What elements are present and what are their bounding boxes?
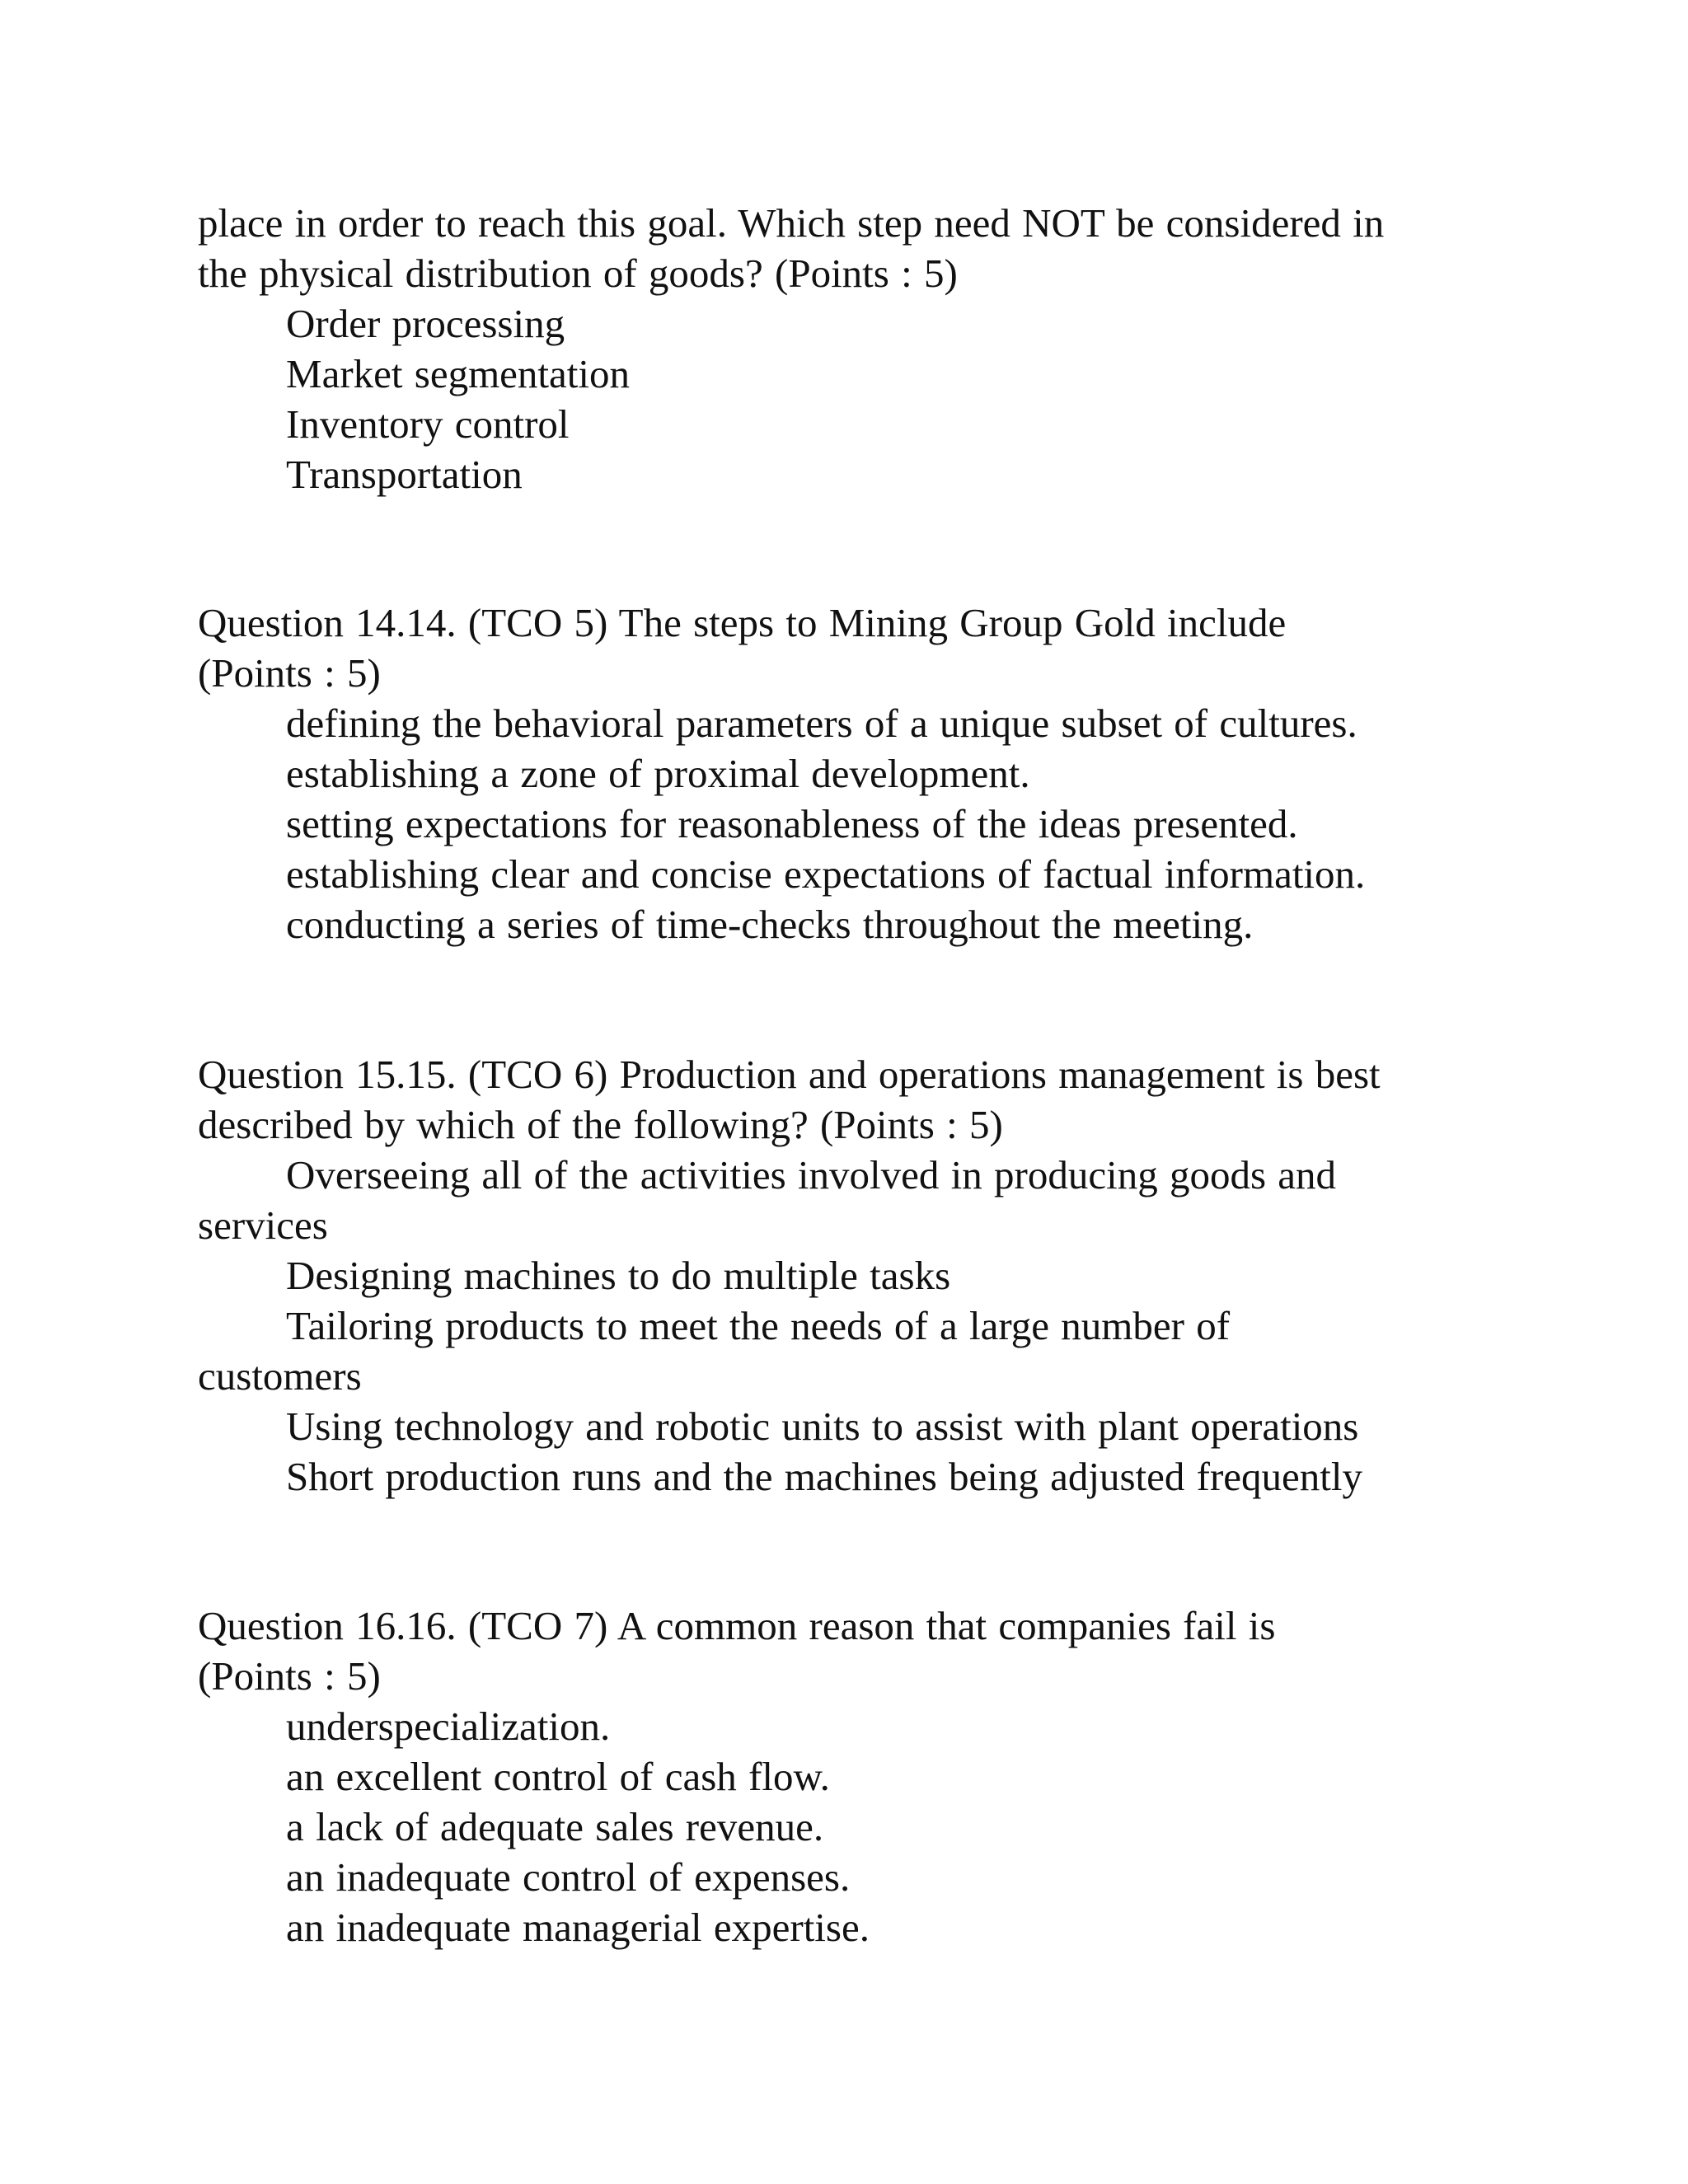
answer-option: establishing a zone of proximal development. xyxy=(286,751,1030,796)
question-text-line: Question 16.16. (TCO 7) A common reason that companies fail is xyxy=(198,1603,1276,1648)
answer-option: Inventory control xyxy=(286,401,570,447)
answer-option: Using technology and robotic units to assist with plant operations xyxy=(286,1404,1359,1449)
question-14 xyxy=(198,598,1484,949)
answer-option: establishing clear and concise expectations of factual information. xyxy=(286,851,1366,897)
question-15 xyxy=(198,1049,1484,1502)
answer-option: Designing machines to do multiple tasks xyxy=(286,1253,951,1298)
question-13-continuation xyxy=(198,198,1484,499)
question-text-line: Question 15.15. (TCO 6) Production and operations management is best xyxy=(198,1052,1381,1097)
answer-option: Short production runs and the machines being adjusted frequently xyxy=(286,1454,1363,1499)
answer-option: underspecialization. xyxy=(286,1704,611,1749)
answer-option xyxy=(198,1301,1484,1401)
question-text-line: place in order to reach this goal. Which step need NOT be considered in xyxy=(198,200,1385,246)
answer-option-continuation: customers xyxy=(198,1353,362,1399)
question-points-line: (Points : 5) xyxy=(198,1653,381,1699)
answer-option: Transportation xyxy=(286,452,523,497)
answer-option-continuation: services xyxy=(198,1202,328,1248)
question-text-line: Question 14.14. (TCO 5) The steps to Mining Group Gold include xyxy=(198,600,1287,645)
answer-option: setting expectations for reasonableness of the ideas presented. xyxy=(286,801,1298,846)
answer-option: Order processing xyxy=(286,301,565,346)
answer-option: Market segmentation xyxy=(286,351,631,396)
answer-option: a lack of adequate sales revenue. xyxy=(286,1804,824,1849)
question-16 xyxy=(198,1601,1484,1952)
answer-option-text: Overseeing all of the activities involved in producing goods and xyxy=(286,1152,1337,1197)
answer-option: conducting a series of time-checks throughout the meeting. xyxy=(286,902,1254,947)
answer-option xyxy=(198,1150,1484,1250)
answer-option: an excellent control of cash flow. xyxy=(286,1754,830,1799)
answer-option: an inadequate control of expenses. xyxy=(286,1854,851,1900)
answer-option: defining the behavioral parameters of a unique subset of cultures. xyxy=(286,701,1357,746)
question-text-line: described by which of the following? (Points : 5) xyxy=(198,1102,1003,1147)
question-points-line: (Points : 5) xyxy=(198,650,381,696)
answer-option-text: Tailoring products to meet the needs of a large number of xyxy=(286,1303,1231,1348)
answer-option: an inadequate managerial expertise. xyxy=(286,1905,870,1950)
question-text-line: the physical distribution of goods? (Points : 5) xyxy=(198,251,958,296)
